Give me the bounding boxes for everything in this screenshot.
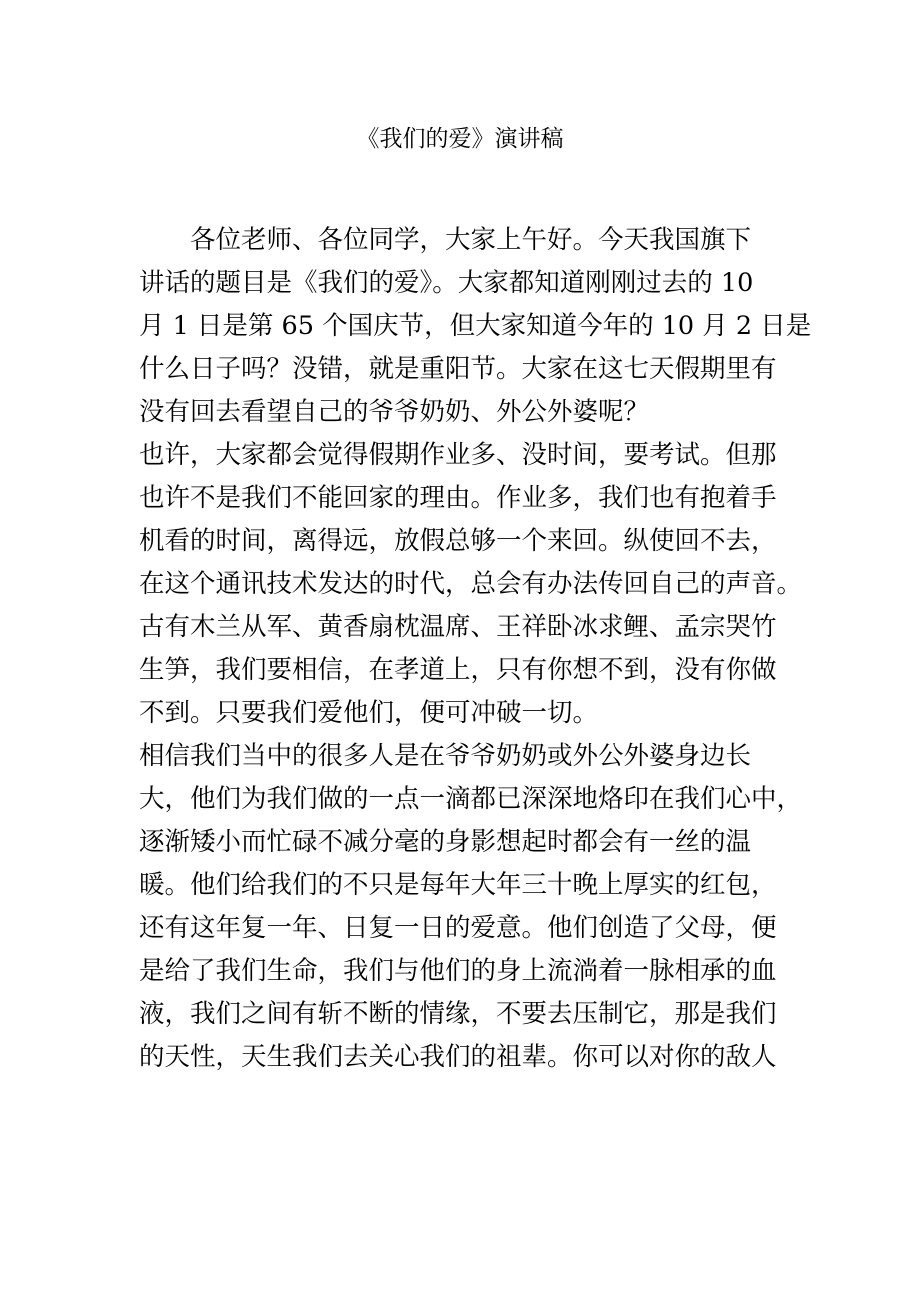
paragraph-line: 没有回去看望自己的爷爷奶奶、外公外婆呢？ xyxy=(139,397,650,427)
paragraph-line: 逐渐矮小而忙碌不减分毫的身影想起时都会有一丝的温 xyxy=(139,827,752,857)
paragraph-line: 机看的时间，离得远，放假总够一个来回。纵使回不去， xyxy=(139,526,777,556)
paragraph-line: 大，他们为我们做的一点一滴都已深深地烙印在我们心中， xyxy=(139,784,803,814)
paragraph-line: 在这个通讯技术发达的时代，总会有办法传回自己的声音。 xyxy=(139,569,803,599)
paragraph-line: 也许不是我们不能回家的理由。作业多，我们也有抱着手 xyxy=(139,483,777,513)
document-title: 《我们的爱》演讲稿 xyxy=(356,126,564,152)
paragraph-line: 不到。只要我们爱他们，便可冲破一切。 xyxy=(139,698,599,728)
paragraph-line: 各位老师、各位同学，大家上午好。今天我国旗下 xyxy=(190,225,752,255)
paragraph-line: 还有这年复一年、日复一日的爱意。他们创造了父母，便 xyxy=(139,913,777,943)
paragraph-line: 月 1 日是第 65 个国庆节，但大家知道今年的 10 月 2 日是 xyxy=(139,311,812,341)
paragraph-line: 古有木兰从军、黄香扇枕温席、王祥卧冰求鲤、孟宗哭竹 xyxy=(139,612,777,642)
paragraph-line: 是给了我们生命，我们与他们的身上流淌着一脉相承的血 xyxy=(139,956,777,986)
paragraph-line: 相信我们当中的很多人是在爷爷奶奶或外公外婆身边长 xyxy=(139,741,752,771)
paragraph-line: 暖。他们给我们的不只是每年大年三十晚上厚实的红包， xyxy=(139,870,777,900)
paragraph-line: 的天性，天生我们去关心我们的祖辈。你可以对你的敌人 xyxy=(139,1042,777,1072)
paragraph-line: 也许，大家都会觉得假期作业多、没时间，要考试。但那 xyxy=(139,440,777,470)
paragraph-line: 什么日子吗？没错，就是重阳节。大家在这七天假期里有 xyxy=(139,354,777,384)
paragraph-line: 生笋，我们要相信，在孝道上，只有你想不到，没有你做 xyxy=(139,655,777,685)
paragraph-line: 液，我们之间有斩不断的情缘，不要去压制它，那是我们 xyxy=(139,999,777,1029)
paragraph-line: 讲话的题目是《我们的爱》。大家都知道刚刚过去的 10 xyxy=(139,268,754,298)
